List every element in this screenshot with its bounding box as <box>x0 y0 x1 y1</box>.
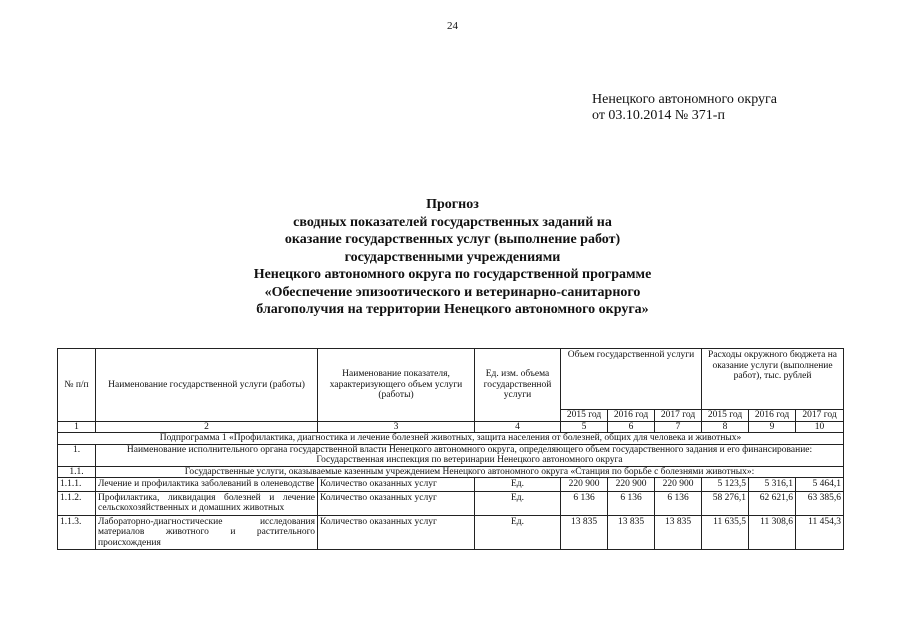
volume-2016: 220 900 <box>608 478 655 492</box>
forecast-table <box>57 348 844 550</box>
column-number: 4 <box>475 421 561 433</box>
expense-2016: 11 308,6 <box>749 515 796 550</box>
header-expenses: Расходы окружного бюджета на оказание услуги (выполнение работ), тыс. рублей <box>702 349 844 410</box>
title-line: государственными учреждениями <box>344 249 561 265</box>
expense-2017: 5 464,1 <box>796 478 844 492</box>
title-line: Прогноз <box>426 197 479 212</box>
service-name: Лабораторно-диагностические исследования материалов животного и растительного происхождения <box>96 515 318 550</box>
column-numbers-row <box>58 421 844 433</box>
title-line: благополучия на территории Ненецкого автономного округа» <box>256 302 649 317</box>
volume-2017: 6 136 <box>655 491 702 515</box>
volume-2017: 220 900 <box>655 478 702 492</box>
row-number: 1.1.1. <box>58 478 96 492</box>
volume-2016: 6 136 <box>608 491 655 515</box>
table-row <box>58 478 844 492</box>
year-header: 2017 год <box>655 410 702 422</box>
row-number: 1.1.2. <box>58 491 96 515</box>
title-line: оказание государственных услуг (выполнение работ) <box>284 232 621 247</box>
indicator-name: Количество оказанных услуг <box>318 515 475 550</box>
column-number: 6 <box>608 421 655 433</box>
expense-2016: 62 621,6 <box>749 491 796 515</box>
header-service-name: Наименование государственной услуги (работы) <box>96 349 318 422</box>
year-header: 2016 год <box>749 410 796 422</box>
volume-2016: 13 835 <box>608 515 655 550</box>
title-line: сводных показателей государственных заданий на <box>293 214 612 230</box>
approval-line-2: от 03.10.2014 № 371-п <box>592 108 725 123</box>
indicator-name: Количество оказанных услуг <box>318 491 475 515</box>
unit: Ед. <box>475 478 561 492</box>
approval-line-1: Ненецкого автономного округа <box>592 92 777 107</box>
service-name: Профилактика, ликвидация болезней и лечение сельскохозяйственных и домашних животных <box>96 491 318 515</box>
row-number: 1.1.3. <box>58 515 96 550</box>
volume-2017: 13 835 <box>655 515 702 550</box>
volume-2015: 220 900 <box>561 478 608 492</box>
table-row <box>58 491 844 515</box>
column-number: 8 <box>702 421 749 433</box>
document-title <box>140 196 765 319</box>
approval-reference <box>592 92 777 124</box>
volume-2015: 13 835 <box>561 515 608 550</box>
indicator-name: Количество оказанных услуг <box>318 478 475 492</box>
expense-2017: 11 454,3 <box>796 515 844 550</box>
subprogram-title: Подпрограмма 1 «Профилактика, диагностика и лечение болезней животных, защита населения от болезней, общих для человека и животных» <box>58 433 844 445</box>
column-number: 10 <box>796 421 844 433</box>
year-header: 2015 год <box>561 410 608 422</box>
column-number: 9 <box>749 421 796 433</box>
section-text: Государственные услуги, оказываемые казенным учреждением Ненецкого автономного округа «Станция по борьбе с болезнями животных»: <box>96 466 844 478</box>
header-row <box>58 349 844 410</box>
unit: Ед. <box>475 515 561 550</box>
column-number: 1 <box>58 421 96 433</box>
title-line: «Обеспечение эпизоотического и ветеринарно-санитарного <box>264 284 641 300</box>
section-number: 1. <box>58 444 96 466</box>
column-number: 2 <box>96 421 318 433</box>
page-number: 24 <box>447 20 458 32</box>
header-volume: Объем государственной услуги <box>561 349 702 410</box>
header-unit: Ед. изм. объема государственной услуги <box>475 349 561 422</box>
year-header: 2017 год <box>796 410 844 422</box>
expense-2015: 11 635,5 <box>702 515 749 550</box>
title-line: Ненецкого автономного округа по государственной программе <box>253 267 652 282</box>
header-indicator-name: Наименование показателя, характеризующего объем услуги (работы) <box>318 349 475 422</box>
column-number: 3 <box>318 421 475 433</box>
table-row <box>58 515 844 550</box>
year-header: 2016 год <box>608 410 655 422</box>
subprogram-row <box>58 433 844 445</box>
year-header: 2015 год <box>702 410 749 422</box>
expense-2015: 5 123,5 <box>702 478 749 492</box>
service-name: Лечение и профилактика заболеваний в оленеводстве <box>96 478 318 492</box>
column-number: 5 <box>561 421 608 433</box>
section-number: 1.1. <box>58 466 96 478</box>
section-text: Наименование исполнительного органа государственной власти Ненецкого автономного округа, определяющего объем государственного задания и его финансирование: Государственная инспекция по ветеринарии Ненецкого автономного округа <box>96 444 844 466</box>
expense-2017: 63 385,6 <box>796 491 844 515</box>
column-number: 7 <box>655 421 702 433</box>
unit: Ед. <box>475 491 561 515</box>
expense-2015: 58 276,1 <box>702 491 749 515</box>
header-num: № п/п <box>58 349 96 422</box>
volume-2015: 6 136 <box>561 491 608 515</box>
expense-2016: 5 316,1 <box>749 478 796 492</box>
section-1-1-row <box>58 466 844 478</box>
section-1-row <box>58 444 844 466</box>
